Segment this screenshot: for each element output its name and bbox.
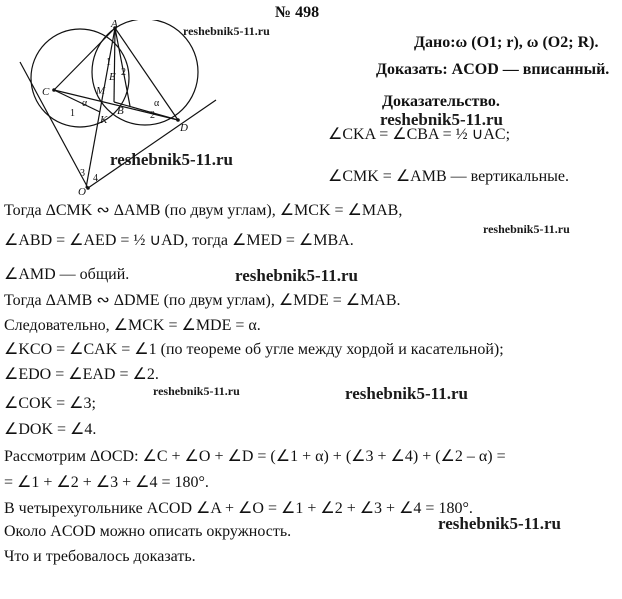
line-ck [54, 90, 100, 112]
point-o [86, 186, 90, 190]
proof-line: ∠CMK = ∠AMB — вертикальные. [328, 168, 569, 185]
watermark: reshebnik5-11.ru [110, 150, 233, 169]
label-alpha-right: α [154, 98, 160, 109]
proof-line: ∠ABD = ∠AED = ½ ∪AD, тогда ∠MED = ∠MBA. [4, 232, 354, 249]
label-k: K [100, 114, 108, 126]
proof-line: ∠COK = ∠3; [4, 395, 96, 412]
watermark: reshebnik5-11.ru [153, 384, 240, 398]
watermark: reshebnik5-11.ru [380, 110, 503, 129]
proof-line: = ∠1 + ∠2 + ∠3 + ∠4 = 180°. [4, 474, 209, 491]
proof-line: Что и требовалось доказать. [4, 548, 196, 565]
proof-line: Следовательно, ∠MCK = ∠MDE = α. [4, 317, 261, 334]
point-c [52, 88, 56, 92]
watermark: reshebnik5-11.ru [345, 384, 468, 403]
label-angle-4: 4 [93, 173, 98, 184]
proof-line: ∠CKA = ∠CBA = ½ ∪AC; [328, 126, 511, 143]
watermark: reshebnik5-11.ru [438, 514, 561, 533]
label-e: E [109, 71, 116, 83]
prove-line: Доказать: ACOD — вписанный. [376, 61, 610, 78]
proof-line: Тогда ΔCMK ∾ ΔAMB (по двум углам), ∠MCK = ∠MAB, [4, 202, 403, 219]
proof-line: В четырехугольнике ACOD ∠A + ∠O = ∠1 + ∠2 + ∠3 + ∠4 = 180°. [4, 500, 473, 517]
label-a: A [111, 20, 118, 30]
label-c: C [42, 86, 50, 98]
proof-heading: Доказательство. [382, 93, 500, 110]
label-d: D [180, 122, 188, 134]
label-angle-2-bottom: 2 [150, 110, 155, 121]
proof-line: ∠EDO = ∠EAD = ∠2. [4, 366, 159, 383]
label-m: M [96, 85, 106, 97]
label-b: B [117, 105, 124, 117]
proof-line: Около ACOD можно описать окружность. [4, 523, 292, 540]
line-ab [114, 28, 115, 102]
label-angle-2-top: 2 [121, 67, 126, 78]
proof-line: Рассмотрим ΔOCD: ∠C + ∠O + ∠D = (∠1 + α) + (∠3 + ∠4) + (∠2 – α) = [4, 448, 506, 465]
proof-line: ∠DOK = ∠4. [4, 421, 97, 438]
proof-line: ∠KCO = ∠CAK = ∠1 (по теореме об угле между хордой и касательной); [4, 341, 504, 358]
problem-number: № 498 [275, 4, 320, 21]
label-angle-1-top: 1 [106, 57, 111, 68]
watermark: reshebnik5-11.ru [235, 266, 358, 285]
given-line: Дано:ω (O1; r), ω (O2; R). [414, 34, 599, 51]
label-angle-3: 3 [80, 168, 85, 179]
proof-line: Тогда ΔAMB ∾ ΔDME (по двум углам), ∠MDE = ∠MAB. [4, 292, 401, 309]
label-angle-1-bottom: 1 [70, 108, 75, 119]
label-alpha-left: α [82, 98, 88, 109]
line-co [20, 62, 88, 188]
label-o: O [78, 186, 86, 195]
proof-line: ∠AMD — общий. [4, 266, 130, 283]
watermark: reshebnik5-11.ru [483, 222, 570, 236]
watermark: reshebnik5-11.ru [183, 24, 270, 38]
